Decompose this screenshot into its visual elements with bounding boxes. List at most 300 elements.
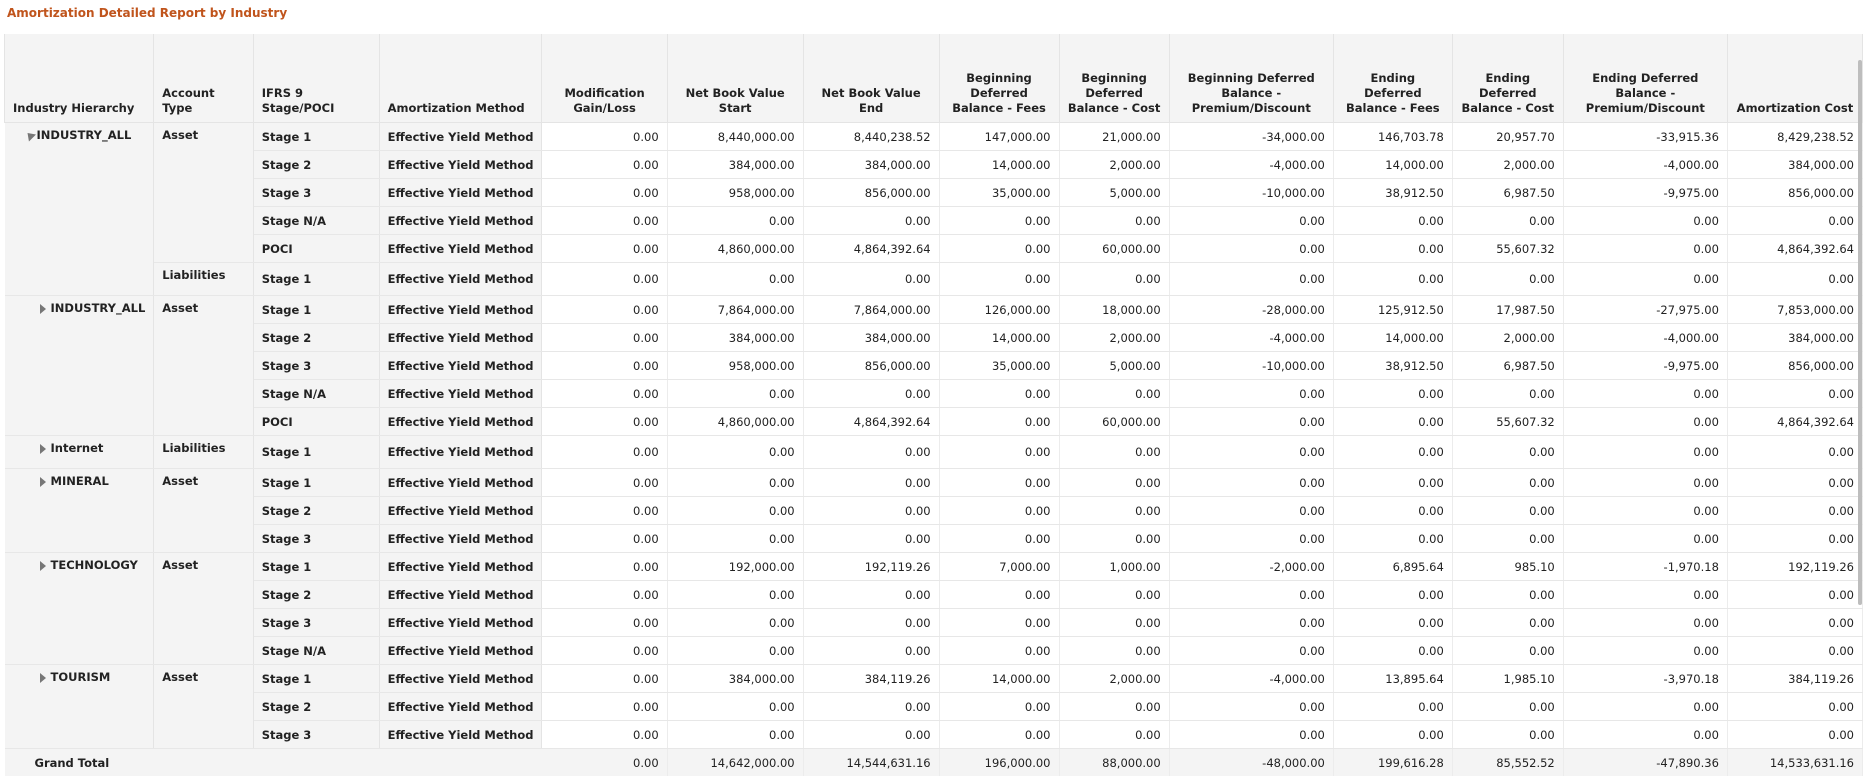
value-cell: 0.00 (1563, 436, 1727, 469)
value-cell: 5,000.00 (1059, 179, 1169, 207)
value-cell: 985.10 (1452, 553, 1563, 581)
table-row (5, 235, 1863, 263)
expand-triangle-icon[interactable] (40, 561, 46, 571)
value-cell: 6,987.50 (1452, 352, 1563, 380)
value-cell: 0.00 (1333, 497, 1452, 525)
account-type-cell: Asset (154, 123, 253, 263)
value-cell: 0.00 (1727, 721, 1862, 749)
value-cell: 0.00 (939, 207, 1059, 235)
value-cell: 0.00 (1727, 436, 1862, 469)
grand-total-value: 0.00 (542, 749, 667, 776)
value-cell: 0.00 (803, 721, 939, 749)
value-cell: 384,119.26 (1727, 665, 1862, 693)
vertical-scrollbar[interactable] (1858, 60, 1862, 605)
amortization-method-cell: Effective Yield Method (379, 721, 542, 749)
value-cell: 0.00 (1059, 380, 1169, 408)
table-row (5, 525, 1863, 553)
stage-cell: Stage 2 (253, 324, 379, 352)
industry-label: INDUSTRY_ALL (37, 128, 132, 142)
value-cell: 0.00 (1563, 581, 1727, 609)
stage-cell: Stage 1 (253, 553, 379, 581)
stage-cell: Stage 2 (253, 151, 379, 179)
value-cell: 0.00 (1563, 235, 1727, 263)
value-cell: 0.00 (1169, 693, 1333, 721)
value-cell: 0.00 (1563, 693, 1727, 721)
industry-label: INDUSTRY_ALL (51, 301, 146, 315)
table-row (5, 408, 1863, 436)
account-type-cell: Asset (154, 665, 253, 749)
value-cell: 384,119.26 (803, 665, 939, 693)
value-cell: -4,000.00 (1169, 151, 1333, 179)
value-cell: 38,912.50 (1333, 352, 1452, 380)
value-cell: 0.00 (542, 721, 667, 749)
grand-total-value: 85,552.52 (1452, 749, 1563, 776)
grand-total-label: Grand Total (5, 749, 542, 776)
value-cell: -9,975.00 (1563, 352, 1727, 380)
value-cell: 0.00 (542, 235, 667, 263)
stage-cell: POCI (253, 235, 379, 263)
industry-cell (5, 469, 154, 553)
value-cell: 0.00 (1333, 235, 1452, 263)
value-cell: 384,000.00 (803, 324, 939, 352)
value-cell: 0.00 (939, 609, 1059, 637)
stage-cell: Stage 3 (253, 352, 379, 380)
value-cell: 0.00 (1169, 469, 1333, 497)
value-cell: 192,000.00 (667, 553, 803, 581)
amortization-method-cell: Effective Yield Method (379, 665, 542, 693)
value-cell: 0.00 (667, 263, 803, 296)
value-cell: 0.00 (667, 693, 803, 721)
value-cell: 0.00 (667, 380, 803, 408)
stage-cell: Stage 1 (253, 123, 379, 151)
grand-total-value: 14,642,000.00 (667, 749, 803, 776)
value-cell: 0.00 (667, 469, 803, 497)
value-cell: 0.00 (1452, 436, 1563, 469)
value-cell: 21,000.00 (1059, 123, 1169, 151)
value-cell: 856,000.00 (1727, 179, 1862, 207)
value-cell: 2,000.00 (1059, 665, 1169, 693)
value-cell: 0.00 (542, 637, 667, 665)
value-cell: 0.00 (1452, 721, 1563, 749)
value-cell: 0.00 (803, 581, 939, 609)
value-cell: 0.00 (1059, 637, 1169, 665)
amortization-method-cell: Effective Yield Method (379, 609, 542, 637)
value-cell: -4,000.00 (1563, 324, 1727, 352)
value-cell: 0.00 (1169, 235, 1333, 263)
report-body (5, 123, 1863, 776)
value-cell: 60,000.00 (1059, 408, 1169, 436)
value-cell: 0.00 (1059, 469, 1169, 497)
expand-triangle-icon[interactable] (40, 673, 46, 683)
value-cell: -10,000.00 (1169, 352, 1333, 380)
value-cell: 0.00 (803, 693, 939, 721)
value-cell: 958,000.00 (667, 179, 803, 207)
value-cell: -3,970.18 (1563, 665, 1727, 693)
amortization-method-cell: Effective Yield Method (379, 553, 542, 581)
value-cell: 0.00 (1169, 263, 1333, 296)
value-cell: -9,975.00 (1563, 179, 1727, 207)
value-cell: 0.00 (1563, 609, 1727, 637)
value-cell: 0.00 (1563, 497, 1727, 525)
collapse-triangle-icon[interactable] (23, 129, 35, 141)
table-row (5, 263, 1863, 296)
stage-cell: Stage 3 (253, 721, 379, 749)
table-row (5, 721, 1863, 749)
value-cell: 0.00 (1563, 469, 1727, 497)
industry-label: TOURISM (51, 670, 111, 684)
grand-total-row (5, 749, 1863, 776)
industry-label: Internet (51, 441, 104, 455)
value-cell: 147,000.00 (939, 123, 1059, 151)
value-cell: 0.00 (1333, 263, 1452, 296)
value-cell: 0.00 (1727, 693, 1862, 721)
value-cell: 856,000.00 (803, 352, 939, 380)
value-cell: 0.00 (939, 469, 1059, 497)
amortization-method-cell: Effective Yield Method (379, 581, 542, 609)
value-cell: 0.00 (1563, 408, 1727, 436)
expand-triangle-icon[interactable] (40, 304, 46, 314)
grand-total-value: 196,000.00 (939, 749, 1059, 776)
value-cell: 4,860,000.00 (667, 235, 803, 263)
value-cell: 0.00 (803, 497, 939, 525)
value-cell: 0.00 (542, 263, 667, 296)
value-cell: 0.00 (1727, 207, 1862, 235)
value-cell: -4,000.00 (1169, 324, 1333, 352)
industry-cell (5, 296, 154, 436)
value-cell: 0.00 (1059, 436, 1169, 469)
value-cell: 0.00 (542, 151, 667, 179)
value-cell: 0.00 (1727, 469, 1862, 497)
value-cell: 958,000.00 (667, 352, 803, 380)
value-cell: 0.00 (1333, 408, 1452, 436)
value-cell: 38,912.50 (1333, 179, 1452, 207)
value-cell: 384,000.00 (667, 665, 803, 693)
value-cell: -28,000.00 (1169, 296, 1333, 324)
value-cell: 0.00 (1333, 380, 1452, 408)
value-cell: 0.00 (1169, 436, 1333, 469)
value-cell: 0.00 (667, 497, 803, 525)
value-cell: 0.00 (1059, 263, 1169, 296)
stage-cell: Stage 1 (253, 436, 379, 469)
value-cell: 0.00 (939, 263, 1059, 296)
value-cell: 2,000.00 (1452, 151, 1563, 179)
stage-cell: Stage 3 (253, 609, 379, 637)
value-cell: 0.00 (1169, 637, 1333, 665)
value-cell: 0.00 (542, 296, 667, 324)
value-cell: 0.00 (1727, 609, 1862, 637)
value-cell: 4,864,392.64 (1727, 408, 1862, 436)
value-cell: 0.00 (1563, 263, 1727, 296)
industry-label: TECHNOLOGY (51, 558, 138, 572)
value-cell: 0.00 (542, 609, 667, 637)
value-cell: 0.00 (1452, 581, 1563, 609)
value-cell: 0.00 (1727, 263, 1862, 296)
value-cell: 0.00 (803, 436, 939, 469)
value-cell: 0.00 (1727, 497, 1862, 525)
value-cell: 0.00 (1333, 721, 1452, 749)
amortization-method-cell: Effective Yield Method (379, 408, 542, 436)
report-table-container[interactable] (4, 34, 1863, 718)
value-cell: 0.00 (1333, 637, 1452, 665)
value-cell: 1,985.10 (1452, 665, 1563, 693)
value-cell: 0.00 (1169, 497, 1333, 525)
table-row (5, 637, 1863, 665)
value-cell: 13,895.64 (1333, 665, 1452, 693)
value-cell: 0.00 (667, 525, 803, 553)
value-cell: 0.00 (542, 469, 667, 497)
value-cell: 0.00 (1727, 525, 1862, 553)
column-header[interactable]: Ending Deferred Balance - Premium/Discount (1563, 34, 1727, 123)
value-cell: 18,000.00 (1059, 296, 1169, 324)
value-cell: 0.00 (542, 553, 667, 581)
value-cell: 35,000.00 (939, 352, 1059, 380)
table-row (5, 123, 1863, 151)
value-cell: 0.00 (1333, 207, 1452, 235)
value-cell: 0.00 (1452, 207, 1563, 235)
value-cell: -10,000.00 (1169, 179, 1333, 207)
value-cell: 0.00 (939, 235, 1059, 263)
value-cell: 0.00 (1727, 637, 1862, 665)
value-cell: 0.00 (1727, 581, 1862, 609)
column-header[interactable]: Ending Deferred Balance - Cost (1452, 34, 1563, 123)
table-row (5, 665, 1863, 693)
value-cell: 2,000.00 (1059, 324, 1169, 352)
value-cell: 0.00 (1059, 525, 1169, 553)
value-cell: -33,915.36 (1563, 123, 1727, 151)
value-cell: 0.00 (1169, 721, 1333, 749)
value-cell: 0.00 (542, 207, 667, 235)
value-cell: 0.00 (1452, 637, 1563, 665)
table-row (5, 324, 1863, 352)
value-cell: 4,864,392.64 (803, 408, 939, 436)
expand-triangle-icon[interactable] (40, 477, 46, 487)
value-cell: 55,607.32 (1452, 408, 1563, 436)
value-cell: 0.00 (1452, 469, 1563, 497)
value-cell: 0.00 (939, 581, 1059, 609)
value-cell: 0.00 (1169, 525, 1333, 553)
stage-cell: Stage 1 (253, 665, 379, 693)
table-row (5, 179, 1863, 207)
grand-total-value: -48,000.00 (1169, 749, 1333, 776)
value-cell: -4,000.00 (1563, 151, 1727, 179)
table-row (5, 151, 1863, 179)
stage-cell: Stage N/A (253, 380, 379, 408)
table-row (5, 497, 1863, 525)
value-cell: 0.00 (1333, 609, 1452, 637)
grand-total-value: -47,890.36 (1563, 749, 1727, 776)
stage-cell: Stage 2 (253, 497, 379, 525)
value-cell: 0.00 (667, 637, 803, 665)
value-cell: 4,860,000.00 (667, 408, 803, 436)
amortization-method-cell: Effective Yield Method (379, 296, 542, 324)
amortization-method-cell: Effective Yield Method (379, 469, 542, 497)
value-cell: 0.00 (1563, 525, 1727, 553)
table-row (5, 693, 1863, 721)
column-header[interactable]: Beginning Deferred Balance - Cost (1059, 34, 1169, 123)
value-cell: 7,000.00 (939, 553, 1059, 581)
value-cell: 60,000.00 (1059, 235, 1169, 263)
stage-cell: Stage 1 (253, 263, 379, 296)
value-cell: 0.00 (803, 263, 939, 296)
expand-triangle-icon[interactable] (40, 444, 46, 454)
amortization-method-cell: Effective Yield Method (379, 263, 542, 296)
value-cell: 384,000.00 (1727, 151, 1862, 179)
value-cell: 7,853,000.00 (1727, 296, 1862, 324)
value-cell: 0.00 (667, 609, 803, 637)
grand-total-value: 14,544,631.16 (803, 749, 939, 776)
stage-cell: Stage 3 (253, 179, 379, 207)
table-row (5, 609, 1863, 637)
industry-cell (5, 123, 154, 296)
value-cell: 0.00 (667, 581, 803, 609)
value-cell: 0.00 (1059, 207, 1169, 235)
column-header[interactable]: Beginning Deferred Balance - Premium/Discount (1169, 34, 1333, 123)
column-header[interactable]: Amortization Method (379, 34, 542, 123)
value-cell: 6,895.64 (1333, 553, 1452, 581)
amortization-method-cell: Effective Yield Method (379, 324, 542, 352)
account-type-cell: Liabilities (154, 263, 253, 296)
table-row (5, 469, 1863, 497)
value-cell: 0.00 (667, 207, 803, 235)
value-cell: 0.00 (1333, 469, 1452, 497)
value-cell: 0.00 (803, 637, 939, 665)
value-cell: 0.00 (1333, 525, 1452, 553)
column-header[interactable]: Ending Deferred Balance - Fees (1333, 34, 1452, 123)
amortization-method-cell: Effective Yield Method (379, 436, 542, 469)
table-row (5, 207, 1863, 235)
value-cell: 8,440,000.00 (667, 123, 803, 151)
amortization-method-cell: Effective Yield Method (379, 207, 542, 235)
value-cell: 14,000.00 (939, 324, 1059, 352)
industry-label: MINERAL (51, 474, 109, 488)
value-cell: 0.00 (1059, 693, 1169, 721)
value-cell: 0.00 (939, 525, 1059, 553)
value-cell: 0.00 (803, 207, 939, 235)
value-cell: 14,000.00 (1333, 151, 1452, 179)
value-cell: 0.00 (803, 525, 939, 553)
value-cell: 0.00 (1452, 609, 1563, 637)
value-cell: 0.00 (1452, 497, 1563, 525)
value-cell: 0.00 (542, 123, 667, 151)
stage-cell: POCI (253, 408, 379, 436)
value-cell: 0.00 (1563, 380, 1727, 408)
amortization-method-cell: Effective Yield Method (379, 235, 542, 263)
value-cell: 0.00 (542, 324, 667, 352)
value-cell: 0.00 (667, 721, 803, 749)
value-cell: 0.00 (542, 380, 667, 408)
value-cell: 4,864,392.64 (803, 235, 939, 263)
value-cell: 384,000.00 (667, 324, 803, 352)
value-cell: 0.00 (803, 609, 939, 637)
header-row (5, 34, 1863, 123)
grand-total-value: 14,533,631.16 (1727, 749, 1862, 776)
value-cell: 0.00 (1059, 721, 1169, 749)
value-cell: 5,000.00 (1059, 352, 1169, 380)
amortization-method-cell: Effective Yield Method (379, 151, 542, 179)
value-cell: 14,000.00 (939, 151, 1059, 179)
value-cell: 0.00 (803, 380, 939, 408)
value-cell: 0.00 (939, 436, 1059, 469)
value-cell: 0.00 (1563, 207, 1727, 235)
table-row (5, 436, 1863, 469)
value-cell: 856,000.00 (1727, 352, 1862, 380)
value-cell: 0.00 (667, 436, 803, 469)
value-cell: 0.00 (542, 665, 667, 693)
value-cell: 0.00 (1452, 693, 1563, 721)
value-cell: 0.00 (1169, 609, 1333, 637)
value-cell: -1,970.18 (1563, 553, 1727, 581)
value-cell: 0.00 (1169, 408, 1333, 436)
table-row (5, 352, 1863, 380)
value-cell: 0.00 (939, 497, 1059, 525)
value-cell: 0.00 (542, 436, 667, 469)
column-header[interactable]: Modification Gain/Loss (542, 34, 667, 123)
value-cell: 384,000.00 (667, 151, 803, 179)
value-cell: -27,975.00 (1563, 296, 1727, 324)
value-cell: 0.00 (1452, 525, 1563, 553)
amortization-method-cell: Effective Yield Method (379, 693, 542, 721)
column-header[interactable]: Beginning Deferred Balance - Fees (939, 34, 1059, 123)
table-row (5, 296, 1863, 324)
value-cell: 0.00 (803, 469, 939, 497)
value-cell: -2,000.00 (1169, 553, 1333, 581)
value-cell: 146,703.78 (1333, 123, 1452, 151)
table-row (5, 581, 1863, 609)
value-cell: 384,000.00 (1727, 324, 1862, 352)
table-row (5, 380, 1863, 408)
value-cell: 126,000.00 (939, 296, 1059, 324)
value-cell: 0.00 (542, 581, 667, 609)
value-cell: 0.00 (542, 352, 667, 380)
amortization-method-cell: Effective Yield Method (379, 637, 542, 665)
value-cell: 55,607.32 (1452, 235, 1563, 263)
column-header[interactable]: Amortization Cost (1727, 34, 1862, 123)
value-cell: 4,864,392.64 (1727, 235, 1862, 263)
stage-cell: Stage 1 (253, 469, 379, 497)
value-cell: 8,440,238.52 (803, 123, 939, 151)
value-cell: 1,000.00 (1059, 553, 1169, 581)
value-cell: 14,000.00 (939, 665, 1059, 693)
amortization-method-cell: Effective Yield Method (379, 497, 542, 525)
column-header[interactable]: Industry Hierarchy (5, 34, 154, 123)
value-cell: 0.00 (1169, 581, 1333, 609)
value-cell: 7,864,000.00 (803, 296, 939, 324)
value-cell: 6,987.50 (1452, 179, 1563, 207)
column-header[interactable]: IFRS 9 Stage/POCI (253, 34, 379, 123)
value-cell: 0.00 (1059, 609, 1169, 637)
value-cell: 35,000.00 (939, 179, 1059, 207)
value-cell: 0.00 (1059, 581, 1169, 609)
stage-cell: Stage N/A (253, 207, 379, 235)
value-cell: 856,000.00 (803, 179, 939, 207)
value-cell: -34,000.00 (1169, 123, 1333, 151)
value-cell: 0.00 (1452, 380, 1563, 408)
value-cell: 0.00 (939, 408, 1059, 436)
value-cell: 0.00 (542, 408, 667, 436)
value-cell: -4,000.00 (1169, 665, 1333, 693)
value-cell: 17,987.50 (1452, 296, 1563, 324)
value-cell: 8,429,238.52 (1727, 123, 1862, 151)
column-header[interactable]: Net Book Value Start (667, 34, 803, 123)
stage-cell: Stage N/A (253, 637, 379, 665)
grand-total-value: 199,616.28 (1333, 749, 1452, 776)
value-cell: 0.00 (1563, 721, 1727, 749)
column-header[interactable]: Account Type (154, 34, 253, 123)
value-cell: 14,000.00 (1333, 324, 1452, 352)
value-cell: 0.00 (542, 525, 667, 553)
report-title: Amortization Detailed Report by Industry (7, 6, 287, 20)
column-header[interactable]: Net Book Value End (803, 34, 939, 123)
